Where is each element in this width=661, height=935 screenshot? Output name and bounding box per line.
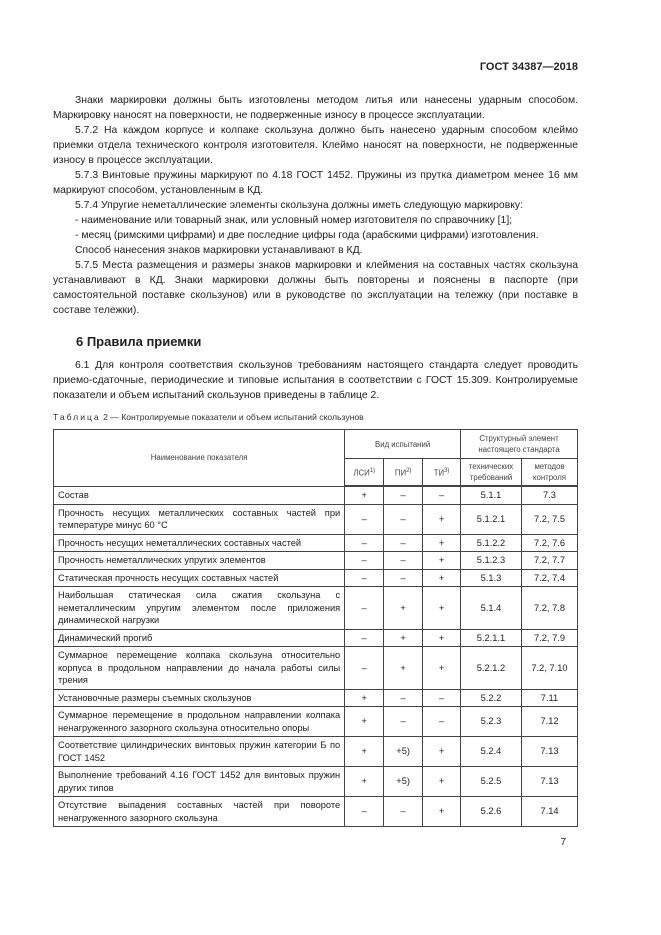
header-name: Наименование показателя — [54, 430, 345, 487]
cell-pi: + — [384, 629, 423, 647]
paragraph: - наименование или товарный знак, или условный номер изготовителя по справочнику [1]; — [75, 215, 513, 226]
table-2 — [53, 429, 578, 827]
cell-lsi: – — [345, 534, 384, 552]
cell-lsi: – — [345, 504, 384, 534]
header-ti-label: ТИ — [433, 468, 445, 478]
cell-tech: 5.2.1.1 — [461, 629, 522, 647]
cell-ti: + — [423, 737, 461, 767]
cell-tech: 5.2.5 — [461, 767, 522, 797]
table-row — [54, 552, 578, 570]
cell-lsi: + — [345, 767, 384, 797]
section-title: 6 Правила приемки — [76, 334, 202, 349]
cell-ti: + — [423, 647, 461, 690]
cell-lsi: + — [345, 737, 384, 767]
cell-lsi: – — [345, 797, 384, 827]
cell-pi: +5) — [384, 737, 423, 767]
cell-ti: + — [423, 534, 461, 552]
cell-ti: – — [423, 689, 461, 707]
cell-ti: – — [423, 486, 461, 504]
header-lsi-label: ЛСИ — [353, 468, 370, 478]
cell-lsi: – — [345, 647, 384, 690]
cell-methods: 7.2, 7.5 — [522, 504, 578, 534]
cell-name: Суммарное перемещение в продольном направлении колпака ненагруженного зазорного скользуна относительно опоры — [54, 707, 345, 737]
cell-pi: – — [384, 504, 423, 534]
cell-methods: 7.2, 7.9 — [522, 629, 578, 647]
table-row — [54, 534, 578, 552]
cell-ti: + — [423, 569, 461, 587]
cell-lsi: – — [345, 629, 384, 647]
table-row — [54, 689, 578, 707]
cell-tech: 5.2.6 — [461, 797, 522, 827]
cell-pi: – — [384, 797, 423, 827]
cell-pi: – — [384, 689, 423, 707]
paragraph: - месяц (римскими цифрами) и две последние цифры года (арабскими цифрами) изготовления. — [75, 230, 539, 241]
cell-methods: 7.2, 7.6 — [522, 534, 578, 552]
cell-name: Наибольшая статическая сила сжатия скользуна с неметаллическим упругим элементом после приложения динамической нагрузки — [54, 587, 345, 630]
cell-pi: – — [384, 552, 423, 570]
table-row — [54, 587, 578, 630]
cell-tech: 5.1.2.3 — [461, 552, 522, 570]
caption-label: Таблица — [53, 412, 101, 422]
cell-ti: – — [423, 707, 461, 737]
cell-tech: 5.1.3 — [461, 569, 522, 587]
table-caption — [53, 411, 578, 423]
table-row — [54, 569, 578, 587]
cell-methods: 7.2, 7.8 — [522, 587, 578, 630]
document-header: ГОСТ 34387—2018 — [479, 61, 578, 73]
header-tests: Вид испытаний — [345, 430, 461, 459]
cell-tech: 5.2.1.2 — [461, 647, 522, 690]
table-row — [54, 504, 578, 534]
body-text — [53, 93, 578, 318]
caption-text: 2 — Контролируемые показатели и объем испытаний скользунов — [100, 412, 364, 422]
paragraph: 5.7.2 На каждом корпусе и колпаке скользуна должно быть нанесено ударным способом клеймо приемки отдела технического контроля изготовителя. Клеймо наносят на поверхности, не подверженные износу в процессе эксплуатации. — [53, 125, 578, 166]
table-row — [54, 647, 578, 690]
header-tech: технических требований — [461, 459, 522, 487]
cell-name: Состав — [54, 486, 345, 504]
cell-lsi: – — [345, 587, 384, 630]
footnote-ref: 1) — [369, 467, 376, 474]
cell-pi: – — [384, 569, 423, 587]
paragraph-text: 6.1 Для контроля соответствия скользунов требованиям настоящего стандарта следует проводить приемо-сдаточные, периодические и типовые испытания в соответствии с ГОСТ 15.309. Контролируемые показатели и объем испытаний скользунов приведены в таблице 2. — [53, 360, 578, 401]
paragraph: 5.7.4 Упругие неметаллические элементы скользуна должны иметь следующую маркировку: — [75, 200, 523, 211]
footnote-ref: 3) — [444, 467, 450, 474]
cell-tech: 5.2.3 — [461, 707, 522, 737]
table-row — [54, 767, 578, 797]
cell-tech: 5.1.2.2 — [461, 534, 522, 552]
cell-ti: + — [423, 797, 461, 827]
cell-tech: 5.2.2 — [461, 689, 522, 707]
cell-name: Прочность несущих неметаллических составных частей — [54, 534, 345, 552]
table-row — [54, 486, 578, 504]
cell-lsi: + — [345, 486, 384, 504]
cell-lsi: + — [345, 689, 384, 707]
paragraph-6-1 — [53, 358, 578, 403]
table-row — [54, 737, 578, 767]
footnote-ref: 2) — [406, 467, 412, 474]
cell-name: Установочные размеры съемных скользунов — [54, 689, 345, 707]
cell-pi: + — [384, 647, 423, 690]
cell-ti: + — [423, 587, 461, 630]
paragraph: Способ нанесения знаков маркировки устанавливают в КД. — [75, 245, 363, 256]
cell-name: Прочность неметаллических упругих элементов — [54, 552, 345, 570]
cell-tech: 5.1.4 — [461, 587, 522, 630]
cell-ti: + — [423, 504, 461, 534]
table-row — [54, 797, 578, 827]
cell-lsi: + — [345, 707, 384, 737]
header-methods: методов контроля — [522, 459, 578, 487]
cell-methods: 7.2, 7.4 — [522, 569, 578, 587]
cell-pi: + — [384, 587, 423, 630]
cell-ti: + — [423, 767, 461, 797]
cell-methods: 7.2, 7.10 — [522, 647, 578, 690]
cell-tech: 5.1.1 — [461, 486, 522, 504]
cell-pi: – — [384, 486, 423, 504]
cell-methods: 7.2, 7.7 — [522, 552, 578, 570]
cell-pi: – — [384, 707, 423, 737]
paragraph: Знаки маркировки должны быть изготовлены методом литья или нанесены ударным способом. Маркировку наносят на поверхности, не подверженные износу в процессе эксплуатации. — [53, 95, 578, 121]
cell-methods: 7.11 — [522, 689, 578, 707]
cell-pi: +5) — [384, 767, 423, 797]
cell-name: Суммарное перемещение колпака скользуна относительно корпуса в продольном направлении до начала работы силы трения — [54, 647, 345, 690]
cell-methods: 7.14 — [522, 797, 578, 827]
cell-name: Прочность несущих металлических составных частей при температуре минус 60 °С — [54, 504, 345, 534]
cell-name: Статическая прочность несущих составных частей — [54, 569, 345, 587]
cell-methods: 7.12 — [522, 707, 578, 737]
cell-lsi: – — [345, 552, 384, 570]
cell-pi: – — [384, 534, 423, 552]
cell-methods: 7.3 — [522, 486, 578, 504]
cell-ti: + — [423, 552, 461, 570]
cell-name: Соответствие цилиндрических винтовых пружин категории Б по ГОСТ 1452 — [54, 737, 345, 767]
cell-methods: 7.13 — [522, 737, 578, 767]
cell-lsi: – — [345, 569, 384, 587]
header-pi — [384, 459, 423, 487]
cell-name: Выполнение требований 4.16 ГОСТ 1452 для винтовых пружин других типов — [54, 767, 345, 797]
header-lsi — [345, 459, 384, 487]
header-struct: Структурный элемент настоящего стандарта — [461, 430, 578, 459]
cell-methods: 7.13 — [522, 767, 578, 797]
paragraph: 5.7.5 Места размещения и размеры знаков маркировки и клеймения на составных частях скользуна устанавливают в КД. Знаки маркировки должны быть повторены и пояснены в паспорте (при самостоятельной поставке скользунов) или в руководстве по эксплуатации на тележку (при поставке в составе тележки). — [53, 260, 578, 316]
cell-tech: 5.1.2.1 — [461, 504, 522, 534]
header-ti — [423, 459, 461, 487]
cell-ti: + — [423, 629, 461, 647]
cell-name: Динамический прогиб — [54, 629, 345, 647]
paragraph: 5.7.3 Винтовые пружины маркируют по 4.18 ГОСТ 1452. Пружины из прутка диаметром менее 16 мм маркируют способом, установленным в КД. — [53, 170, 578, 196]
cell-tech: 5.2.4 — [461, 737, 522, 767]
header-pi-label: ПИ — [394, 468, 407, 478]
table-row — [54, 707, 578, 737]
cell-name: Отсутствие выпадения составных частей при повороте ненагруженного зазорного скользуна — [54, 797, 345, 827]
page-number: 7 — [560, 837, 566, 848]
table-row — [54, 629, 578, 647]
